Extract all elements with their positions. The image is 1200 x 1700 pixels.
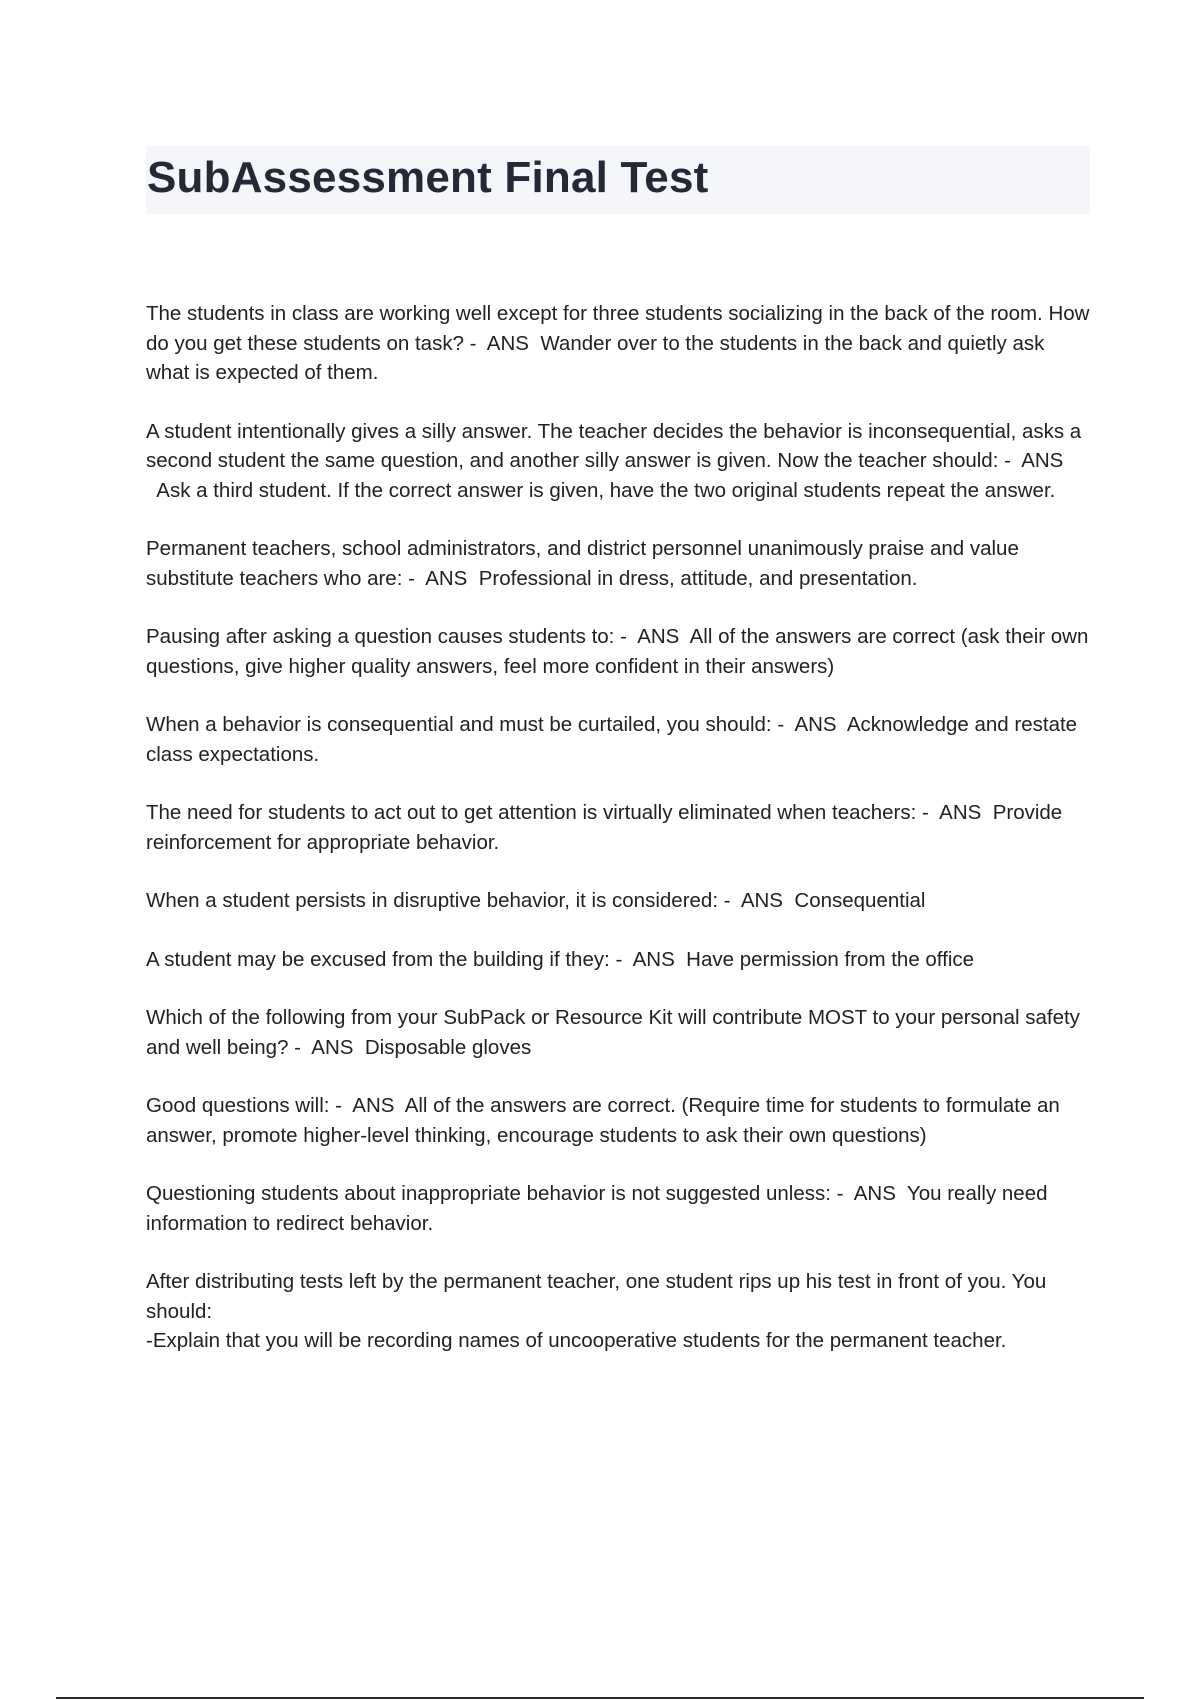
answer-text: -Explain that you will be recording names of uncooperative students for the permanent teacher. [146, 1329, 1007, 1352]
question-text: Pausing after asking a question causes students to: [146, 625, 615, 648]
answer-text: All of the answers are correct. (Require time for students to formulate an answer, promote higher-level thinking, encourage students to ask their own questions) [146, 1094, 1060, 1147]
bottom-divider [56, 1697, 1144, 1699]
answer-marker: ANS [853, 1182, 896, 1205]
answer-marker: ANS [425, 566, 468, 590]
answer-text: All of the answers are correct (ask their own questions, give higher quality answers, feel more confident in their answers) [146, 625, 1089, 678]
answer-text: Provide reinforcement for appropriate behavior. [146, 801, 1063, 854]
question-text: Which of the following from your SubPack or Resource Kit will contribute MOST to your personal safety and well being? [146, 1006, 1080, 1059]
answer-text: Consequential [794, 889, 926, 912]
qa-list [146, 299, 1090, 1385]
answer-marker: ANS [352, 1094, 395, 1117]
answer-marker: ANS [939, 801, 982, 824]
question-text: A student may be excused from the building if they: [146, 947, 610, 971]
question-text: The need for students to act out to get attention is virtually eliminated when teachers: [146, 801, 917, 824]
qa-item-12 [146, 1267, 1090, 1356]
title-band [146, 146, 1090, 214]
qa-item-5: When a behavior is consequential and must be curtailed, you should: - ANS Acknowledge and restate class expectations. [146, 713, 1078, 766]
question-text: Questioning students about inappropriate behavior is not suggested unless: [146, 1182, 831, 1205]
answer-text: You really need information to redirect behavior. [146, 1182, 1048, 1235]
qa-item-3: Permanent teachers, school administrators, and district personnel unanimously praise and value substitute teachers who are: - ANS Professional in dress, attitude, and presentation. [146, 537, 1019, 590]
answer-marker: ANS [794, 713, 837, 736]
qa-item-7: When a student persists in disruptive behavior, it is considered: - ANS Consequential [146, 889, 926, 912]
answer-marker: ANS [486, 331, 529, 355]
qa-item-11: Questioning students about inappropriate behavior is not suggested unless: - ANS You really need information to redirect behavior. [146, 1182, 1048, 1235]
answer-text: Professional in dress, attitude, and presentation. [478, 566, 918, 590]
answer-text: Ask a third student. If the correct answer is given, have the two original students repeat the answer. [156, 478, 1056, 502]
qa-item-4: Pausing after asking a question causes students to: - ANS All of the answers are correct (ask their own questions, give higher quality answers, feel more confident in their answers) [146, 625, 1089, 678]
answer-marker: ANS [1021, 449, 1064, 472]
answer-text: Acknowledge and restate class expectations. [146, 713, 1078, 766]
question-text: The students in class are working well except for three students socializing in the back of the room. How do you get these students on task? [146, 302, 1090, 355]
answer-marker: ANS [311, 1035, 354, 1059]
question-text: When a student persists in disruptive behavior, it is considered: [146, 889, 719, 912]
question-text: After distributing tests left by the permanent teacher, one student rips up his test in front of you. You should: [146, 1270, 1047, 1323]
qa-item-2: A student intentionally gives a silly answer. The teacher decides the behavior is inconsequential, asks a second student the same question, and another silly answer is given. Now the teacher should: - ANS Ask a third student. If the correct answer is given, have the two original students repeat the answer. [146, 419, 1082, 502]
answer-marker: ANS [637, 625, 680, 648]
qa-item-9: Which of the following from your SubPack or Resource Kit will contribute MOST to your personal safety and well being? - ANS Disposable gloves [146, 1006, 1080, 1059]
qa-item-8: A student may be excused from the building if they: - ANS Have permission from the office [146, 947, 975, 971]
answer-marker: ANS [632, 947, 675, 971]
answer-text: Wander over to the students in the back and quietly ask what is expected of them. [146, 331, 1045, 384]
question-text: Permanent teachers, school administrators, and district personnel unanimously praise and value substitute teachers who are: [146, 537, 1019, 590]
question-text: A student intentionally gives a silly answer. The teacher decides the behavior is inconsequential, asks a second student the same question, and another silly answer is given. Now the teacher should: [146, 419, 1082, 472]
question-text: Good questions will: [146, 1094, 330, 1117]
answer-text: Disposable gloves [364, 1035, 532, 1059]
qa-item-10: Good questions will: - ANS All of the answers are correct. (Require time for students to formulate an answer, promote higher-level thinking, encourage students to ask their own questions) [146, 1094, 1060, 1147]
answer-marker: ANS [740, 889, 783, 912]
question-text: When a behavior is consequential and must be curtailed, you should: [146, 713, 772, 736]
qa-item-6: The need for students to act out to get attention is virtually eliminated when teachers: - ANS Provide reinforcement for appropriate behavior. [146, 801, 1063, 854]
page-title: SubAssessment Final Test [147, 153, 709, 202]
answer-text: Have permission from the office [686, 947, 975, 971]
qa-item-1: The students in class are working well except for three students socializing in the back of the room. How do you get these students on task? - ANS Wander over to the students in the back and quietly ask what is expected of them. [146, 302, 1090, 384]
